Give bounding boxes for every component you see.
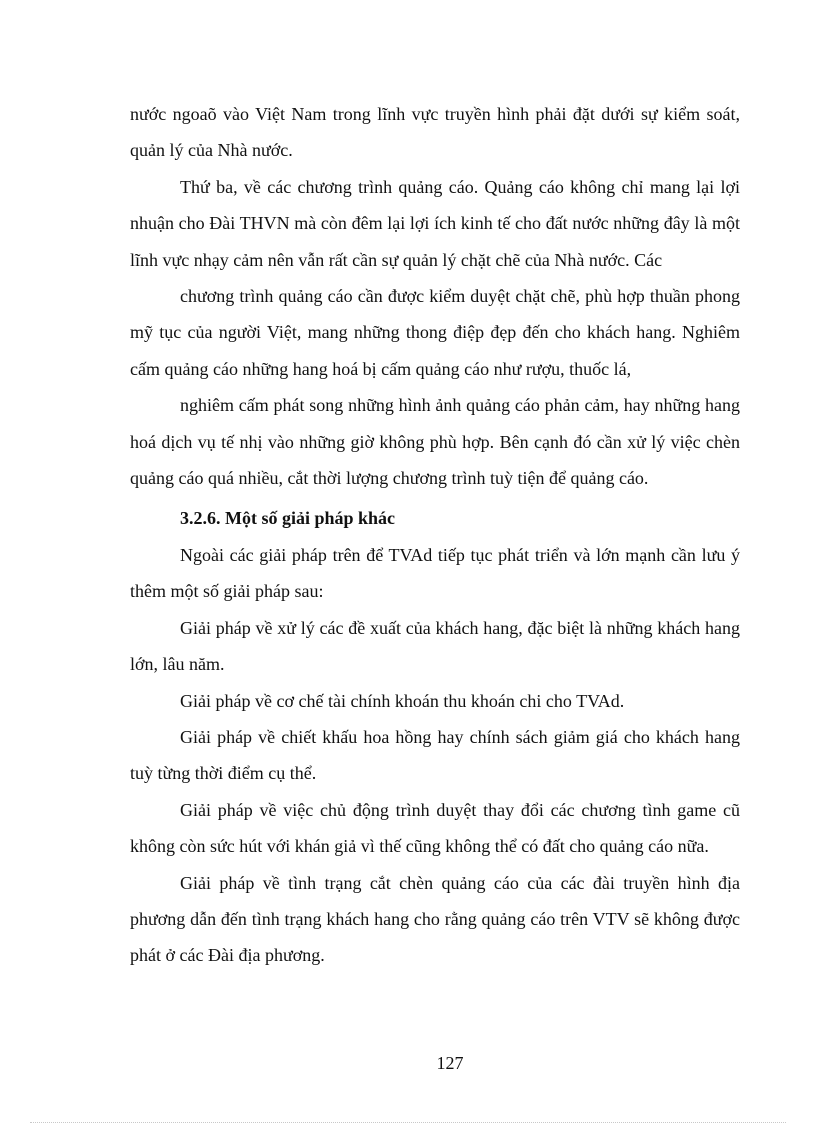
paragraph-solution-customer-proposals: Giải pháp về xử lý các đề xuất của khách hang, đặc biệt là những khách hang lớn, lâu năm. xyxy=(130,617,740,675)
paragraph-advertising-programs: Thứ ba, về các chương trình quảng cáo. Quảng cáo không chỉ mang lại lợi nhuận cho Đài THVN mà còn đêm lại lợi ích kinh tế cho đất nước những đây là một lĩnh vực nhạy cảm nên vẫn rất cần sự quản lý chặt chẽ của Nhà nước. Các xyxy=(130,176,740,270)
paragraph-continuation: nước ngoaõ vào Việt Nam trong lĩnh vực truyền hình phải đặt dưới sự kiểm soát, quản lý của Nhà nước. xyxy=(130,104,740,161)
page-body xyxy=(130,96,740,974)
paragraph-solution-local-stations: Giải pháp về tình trạng cắt chèn quảng cáo của các đài truyền hình địa phương dẫn đến tình trạng khách hang cho rằng quảng cáo trên VTV sẽ không được phát ở các Đài địa phương. xyxy=(130,872,740,966)
page-number: 127 xyxy=(436,1053,464,1073)
paragraph-solution-programs: Giải pháp về việc chủ động trình duyệt thay đổi các chương tình game cũ không còn sức hút với khán giả vì thế cũng không thể có đất cho quảng cáo nữa. xyxy=(130,799,740,857)
paragraph-censorship: chương trình quảng cáo cần được kiểm duyệt chặt chẽ, phù hợp thuần phong mỹ tục của người Việt, mang những thong điệp đẹp đến cho khách hang. Nghiêm cấm quảng cáo những hang hoá bị cấm quảng cáo như rượu, thuốc lá, xyxy=(130,286,740,379)
paragraph-other-solutions-intro: Ngoài các giải pháp trên để TVAd tiếp tục phát triển và lớn mạnh cần lưu ý thêm một số giải pháp sau: xyxy=(130,544,740,602)
paragraph-solution-discount: Giải pháp về chiết khấu hoa hồng hay chính sách giảm giá cho khách hang tuỳ từng thời điểm cụ thể. xyxy=(130,726,740,784)
paragraph-solution-finance: Giải pháp về cơ chế tài chính khoán thu khoán chi cho TVAd. xyxy=(180,690,625,711)
paragraph-prohibitions: nghiêm cấm phát song những hình ảnh quảng cáo phản cảm, hay những hang hoá dịch vụ tế nhị vào những giờ không phù hợp. Bên cạnh đó cần xử lý việc chèn quảng cáo quá nhiều, cắt thời lượng chương trình tuỳ tiện để quảng cáo. xyxy=(130,395,740,489)
section-heading: 3.2.6. Một số giải pháp khác xyxy=(180,508,396,529)
